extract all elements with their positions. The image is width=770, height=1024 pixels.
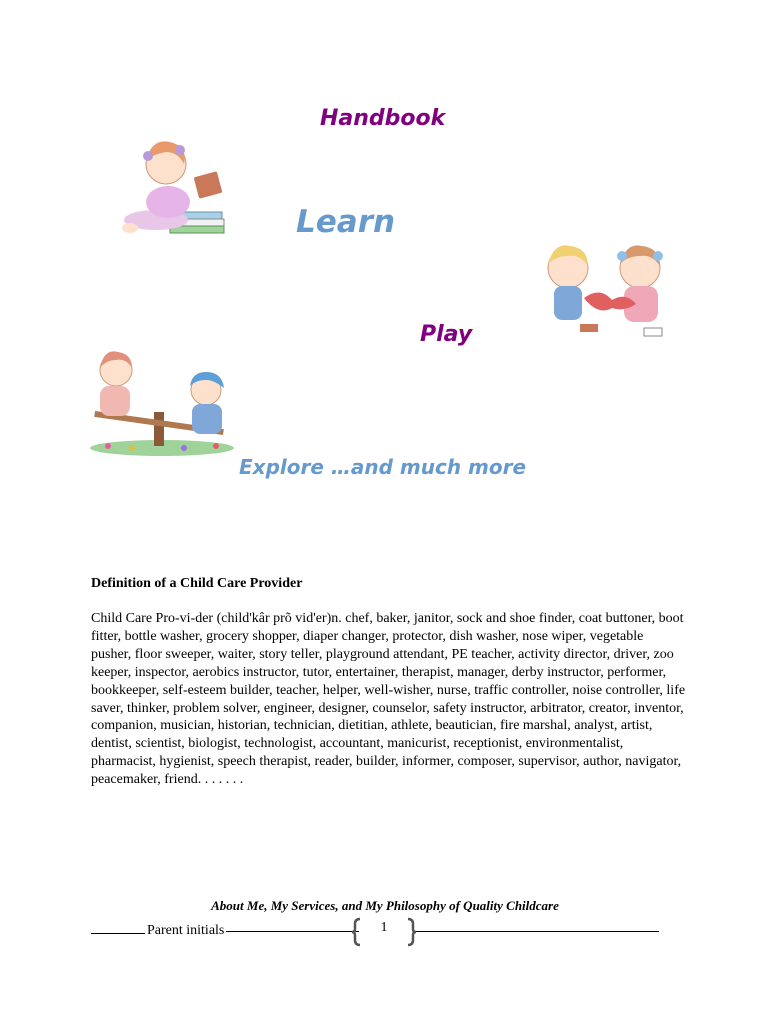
footer-rule-right <box>413 931 659 932</box>
initials-blank-line <box>91 923 145 934</box>
parent-initials-label: Parent initials <box>147 923 225 938</box>
definition-body: Child Care Pro-vi-der (child'kâr prõ vid'er)n. chef, baker, janitor, sock and shoe finder, coat buttoner, boot fitter, bottle washer, grocery shopper, diaper changer, protector, dish washer, nose wiper, vegetable pusher, floor sweeper, waiter, story teller, playground attendant, PE teacher, activity director, driver, zoo keeper, inspector, aerobics instructor, tutor, entertainer, therapist, manager, derby instructor, performer, bookkeeper, self-esteem builder, teacher, helper, well-wisher, nurse, traffic controller, noise controller, life saver, thinker, problem solver, engineer, designer, counselor, safety instructor, arbitrator, creator, inventor, companion, musician, historian, technician, dietitian, athlete, beautician, fire marshal, analyst, artist, dentist, scientist, biologist, technologist, accountant, manicurist, receptionist, environmentalist, pharmacist, hygienist, speech therapist, reader, builder, informer, composer, supervisor, author, navigator, peacemaker, friend. . . . . . . <box>91 611 686 788</box>
heading-explore: Explore …and much more <box>239 455 527 479</box>
footer-title: About Me, My Services, and My Philosophy of Quality Childcare <box>211 898 559 913</box>
children-seesaw-clipart <box>88 346 236 458</box>
girl-reading-clipart <box>118 130 230 240</box>
heading-play: Play <box>420 322 473 347</box>
heading-learn: Learn <box>296 204 396 240</box>
children-playing-clipart <box>540 238 682 346</box>
page-number: 1 <box>380 920 388 935</box>
parent-initials-field <box>91 923 226 939</box>
definition-title: Definition of a Child Care Provider <box>91 576 303 591</box>
heading-handbook: Handbook <box>320 106 446 131</box>
